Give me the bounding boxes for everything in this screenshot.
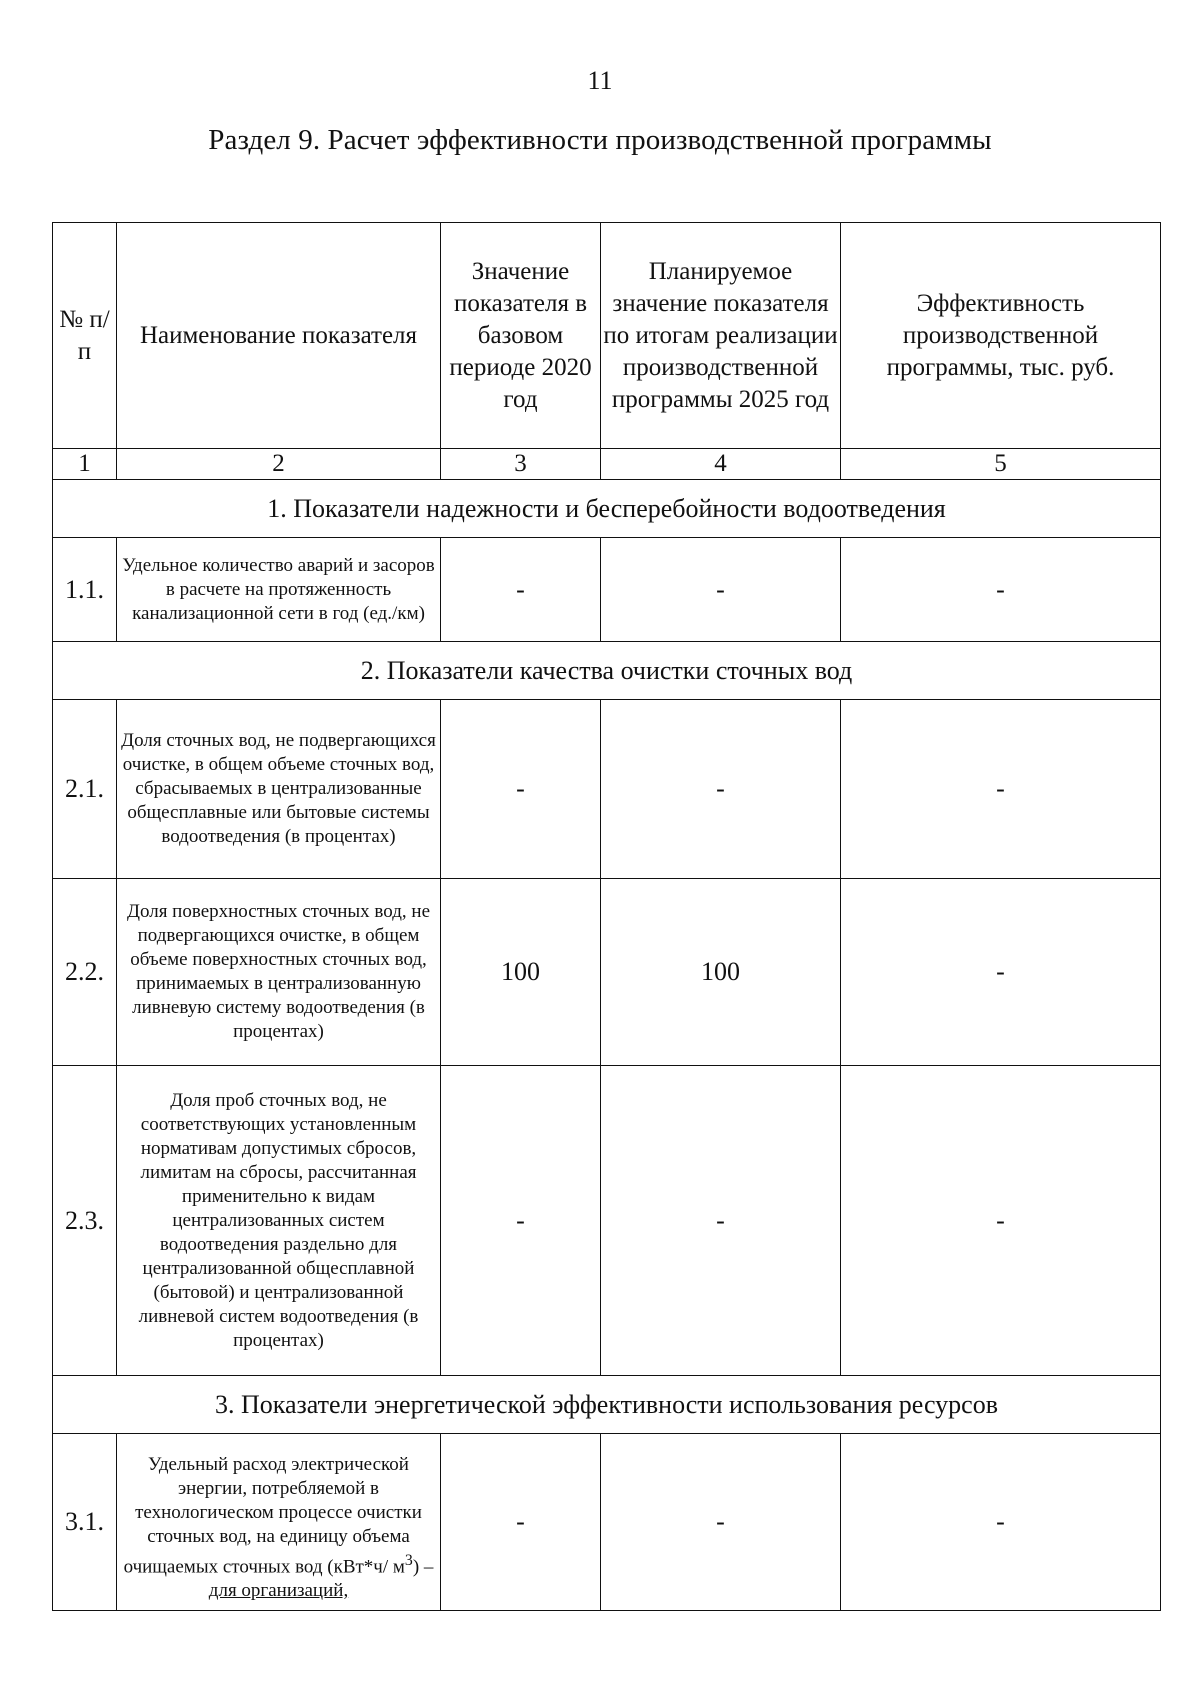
column-numbers-row [53, 449, 1161, 480]
base-value: - [441, 700, 601, 879]
header-name: Наименование показателя [117, 223, 441, 449]
column-number: 4 [601, 449, 841, 480]
effect-value: - [841, 879, 1161, 1066]
column-number: 2 [117, 449, 441, 480]
header-row [53, 223, 1161, 449]
section-heading: 1. Показатели надежности и бесперебойности водоотведения [53, 480, 1161, 538]
plan-value: - [601, 1434, 841, 1611]
plan-value: - [601, 700, 841, 879]
effect-value: - [841, 1434, 1161, 1611]
section-row [53, 642, 1161, 700]
indicator-name: Доля сточных вод, не подвергающихся очистке, в общем объеме сточных вод, сбрасываемых в централизованные общесплавные или бытовые системы водоотведения (в процентах) [117, 700, 441, 879]
table-row [53, 700, 1161, 879]
plan-value: - [601, 538, 841, 642]
table-row [53, 1066, 1161, 1376]
superscript-three: 3 [404, 1551, 413, 1569]
page-number: 11 [587, 66, 613, 95]
row-number: 3.1. [53, 1434, 117, 1611]
indicator-name: Доля проб сточных вод, не соответствующих установленным нормативам допустимых сбросов, лимитам на сбросы, рассчитанная применительно к видам централизованных систем водоотведения раздельно для централизованной общесплавной (бытовой) и централизованной ливневой систем водоотведения (в процентах) [117, 1066, 441, 1376]
section-heading: 2. Показатели качества очистки сточных вод [53, 642, 1161, 700]
indicator-name-underlined: для организаций, [208, 1580, 349, 1602]
header-effect: Эффективность производственной программы, тыс. руб. [841, 223, 1161, 449]
header-plan: Планируемое значение показателя по итогам реализации производственной программы 2025 год [601, 223, 841, 449]
row-number: 1.1. [53, 538, 117, 642]
plan-value: 100 [601, 879, 841, 1066]
base-value: - [441, 1066, 601, 1376]
effect-value: - [841, 538, 1161, 642]
efficiency-table [52, 222, 1161, 1611]
indicator-name-tail: ) – [412, 1556, 434, 1578]
section-title: Раздел 9. Расчет эффективности производственной программы [208, 124, 992, 156]
section-row [53, 480, 1161, 538]
indicator-name: Удельное количество аварий и засоров в расчете на протяженность канализационной сети в год (ед./км) [117, 538, 441, 642]
plan-value: - [601, 1066, 841, 1376]
indicator-name-text: Удельный расход электрической энергии, потребляемой в технологическом процессе очистки сточных вод, на единицу объема очищаемых сточных вод (кВт*ч/ м [123, 1453, 422, 1578]
column-number: 1 [53, 449, 117, 480]
section-heading: 3. Показатели энергетической эффективности использования ресурсов [53, 1376, 1161, 1434]
column-number: 3 [441, 449, 601, 480]
row-number: 2.3. [53, 1066, 117, 1376]
indicator-name [117, 1434, 441, 1611]
header-base: Значение показателя в базовом периоде 2020 год [441, 223, 601, 449]
section-row [53, 1376, 1161, 1434]
header-num: № п/п [53, 223, 117, 449]
effect-value: - [841, 1066, 1161, 1376]
table-row [53, 1434, 1161, 1611]
base-value: - [441, 1434, 601, 1611]
effect-value: - [841, 700, 1161, 879]
base-value: 100 [441, 879, 601, 1066]
table-row [53, 879, 1161, 1066]
table-row [53, 538, 1161, 642]
base-value: - [441, 538, 601, 642]
row-number: 2.1. [53, 700, 117, 879]
row-number: 2.2. [53, 879, 117, 1066]
column-number: 5 [841, 449, 1161, 480]
indicator-name: Доля поверхностных сточных вод, не подвергающихся очистке, в общем объеме поверхностных сточных вод, принимаемых в централизованную ливневую систему водоотведения (в процентах) [117, 879, 441, 1066]
